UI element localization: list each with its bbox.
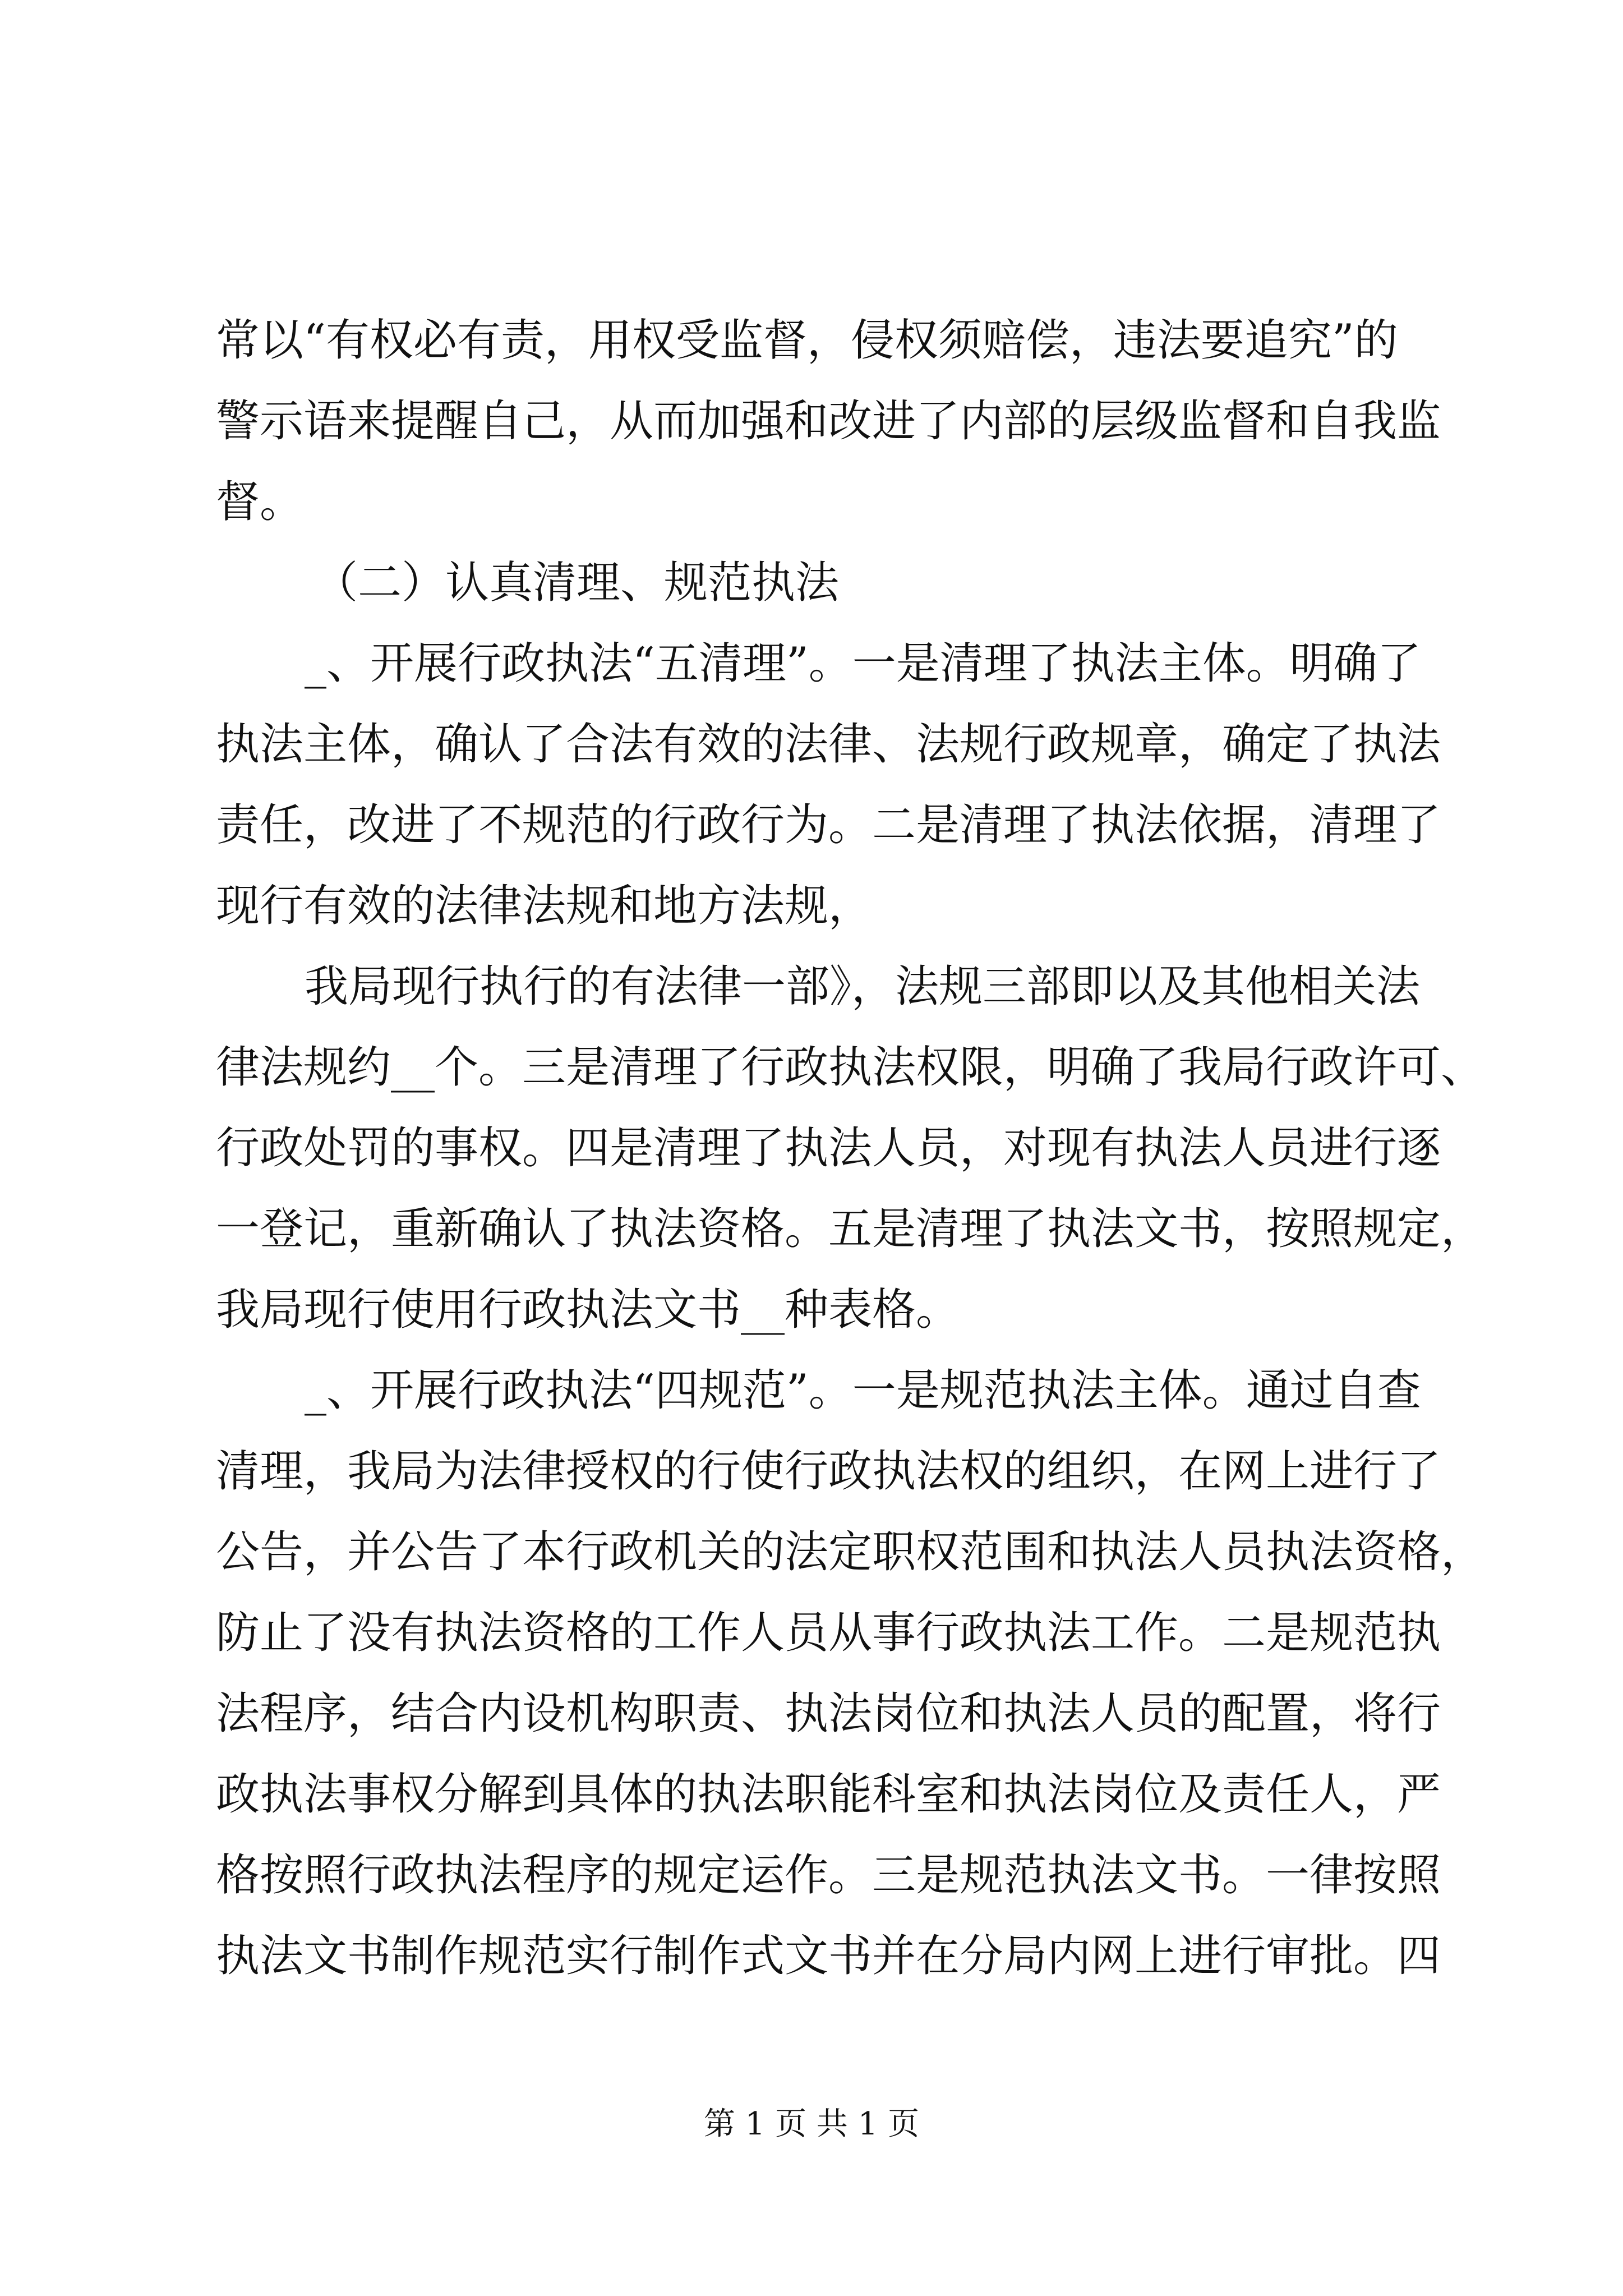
text-line: 防止了没有执法资格的工作人员从事行政执法工作。二是规范执: [216, 1608, 1441, 1658]
text-line: 警示语来提醒自己，从而加强和改进了内部的层级监督和自我监: [216, 396, 1441, 447]
text-line: 执法主体，确认了合法有效的法律、法规行政规章，确定了执法: [216, 719, 1441, 770]
text-line: 行政处罚的事权。四是清理了执法人员，对现有执法人员进行逐: [216, 1123, 1441, 1174]
text-line: 责任，改进了不规范的行政行为。二是清理了执法依据，清理了: [216, 800, 1441, 850]
text-line: 执法文书制作规范实行制作式文书并在分局内网上进行审批。四: [216, 1931, 1441, 1981]
text-line: 现行有效的法律法规和地方法规，: [216, 881, 873, 931]
text-line: 格按照行政执法程序的规定运作。三是规范执法文书。一律按照: [216, 1850, 1441, 1901]
text-line: 我局现行使用行政执法文书__种表格。: [216, 1285, 960, 1335]
paragraph-first-line: _、开展行政执法“五清理”。一是清理了执法主体。明确了: [305, 638, 1421, 689]
page-number-footer: 第 1 页 共 1 页: [703, 2106, 920, 2142]
text-line: 督。: [216, 477, 304, 527]
paragraph-first-line: 我局现行执行的有法律一部》，法规三部即以及其他相关法: [305, 961, 1421, 1012]
text-line: 一登记，重新确认了执法资格。五是清理了执法文书，按照规定，: [216, 1204, 1485, 1254]
text-line: 政执法事权分解到具体的执法职能科室和执法岗位及责任人，严: [216, 1769, 1441, 1820]
text-line: 法程序，结合内设机构职责、执法岗位和执法人员的配置，将行: [216, 1688, 1441, 1739]
section-heading: （二）认真清理、规范执法: [314, 558, 840, 608]
paragraph-first-line: _、开展行政执法“四规范”。一是规范执法主体。通过自查: [305, 1365, 1421, 1416]
document-body: [216, 300, 1485, 1996]
text-line: 公告，并公告了本行政机关的法定职权范围和执法人员执法资格，: [216, 1527, 1485, 1577]
text-line: 律法规约__个。三是清理了行政执法权限，明确了我局行政许可、: [216, 1042, 1485, 1093]
text-line: 常以“有权必有责，用权受监督，侵权须赔偿，违法要追究”的: [216, 315, 1398, 366]
text-line: 清理，我局为法律授权的行使行政执法权的组织，在网上进行了: [216, 1446, 1441, 1497]
